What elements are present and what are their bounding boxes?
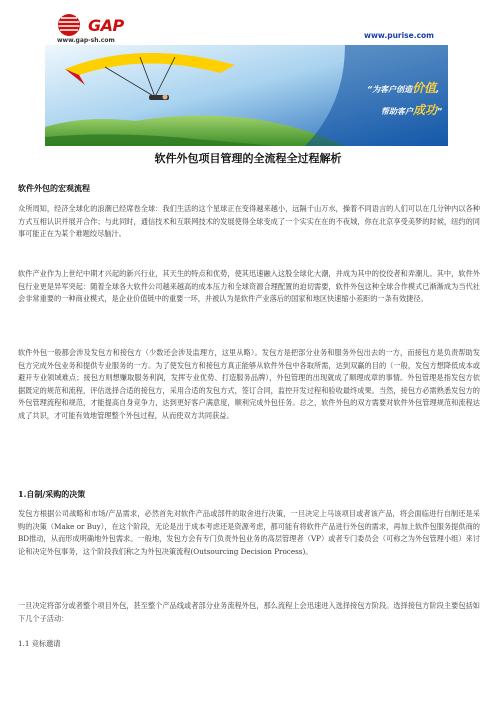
slogan-success-highlight: 成功 [413, 103, 438, 117]
paragraph-1: 众所周知，经济全球化的浪潮已经席卷全球：我们生活的这个星球正在变得越来越小，远隔千山万水，操着不同语言的人们可以在几分钟内以各种方式互相认识并展开合作；与此同时，通信技术和互联网技术的发展使得全球变成了一个实实在在的不夜城，你在北京享受美梦的时候，纽约的同事可能正在为某个难题绞尽脑汁。 [18, 204, 480, 239]
gap-logo[interactable] [57, 13, 149, 37]
page-header [45, 11, 448, 146]
slogan-value-highlight: 价值 [412, 81, 437, 95]
paragraph-2: 软件产业作为上世纪中期才兴起的新兴行业，其天生的特点和优势，使其迅速融入这股全球化大潮，并成为其中的佼佼者和弄潮儿。其中，软件外包行业更是异军突起：随着全球各大软件公司越来越高的成本压力和全球资源合理配置的迫切需要，软件外包这种全球合作模式已渐渐成为当代社会非常重要的一种商业模式，是企业价值链中的重要一环，并被认为是软件产业落后的国家和地区快速缩小差距的一条有效捷径。 [18, 269, 480, 304]
header-banner [45, 45, 448, 146]
slogan-line-2: 帮助客户成功” [381, 103, 443, 117]
document-title: 软件外包项目管理的全流程全过程解析 [154, 152, 342, 165]
paragraph-3: 软件外包一般都会涉及发包方和接包方（少数还会涉及监理方，这里从略）。发包方是把部分业务和服务外包出去的一方，而接包方是负责帮助发包方完成外包业务和提供专业服务的一方。为了使发包方和接包方真正能够从软件外包中各取所需，达到双赢的目的（一般，发包方想降低成本或避开专业领域难点；接包方则想赚取服务利润，发挥专业优势、打造服务品牌），外包管理的出现就成了顺理成章的事情。外包管理是指发包方依据既定的规范和流程，评估选择合适的接包方，采用合适的发包方式，签订合同，监控开发过程和验收最终成果。当然，接包方必需熟悉发包方的外包管理流程和规范，才能提高自身竞争力，达到更好客户满意度，顺利完成外包任务。总之，软件外包的双方需要对软件外包管理规范和流程达成了共识，才可能有效地管理整个外包过程，从而使双方共同获益。 [18, 348, 480, 420]
section-heading-macro-process: 软件外包的宏观流程 [18, 183, 90, 193]
gap-logo-text: GAP [88, 16, 124, 35]
purise-website-link[interactable]: www.purise.com [364, 31, 434, 40]
section-heading-make-or-buy: 1.自制/采购的决策 [18, 489, 86, 499]
slogan-line-1: “为客户创造价值, [367, 81, 440, 95]
paragraph-4: 发包方根据公司战略和市场/产品需求，必然首先对软件产品或部件的取舍进行决策，一旦决定上马该项目或者该产品，将会面临进行自制还是采购的决策（Make or Buy），在这个阶段，无论是出于成本考虑还是资源考虑，都可能有将软件产品进行外包的需求，再加上软件包服务提供商的BD推动，从而形成明确地外包需求。一般地，发包方会有专门负责外包业务的高层管理者（VP）或者专门委员会（可称之为外包管理小组）来讨论和决定外包事务，这个阶段我们称之为外包决策流程(Outsourcing Decision Process)。 [18, 509, 480, 556]
globe-icon [57, 13, 85, 37]
subsection-heading-bid-invitation: 1.1 竞标邀请 [18, 639, 61, 648]
gap-website-link[interactable]: www.gap-sh.com [57, 37, 115, 44]
paragraph-5: 一旦决定将部分或者整个项目外包，甚至整个产品线或者部分业务流程外包，那么流程上会迅速进入选择接包方阶段。选择接包方阶段主要包括如下几个子活动： [18, 601, 480, 623]
